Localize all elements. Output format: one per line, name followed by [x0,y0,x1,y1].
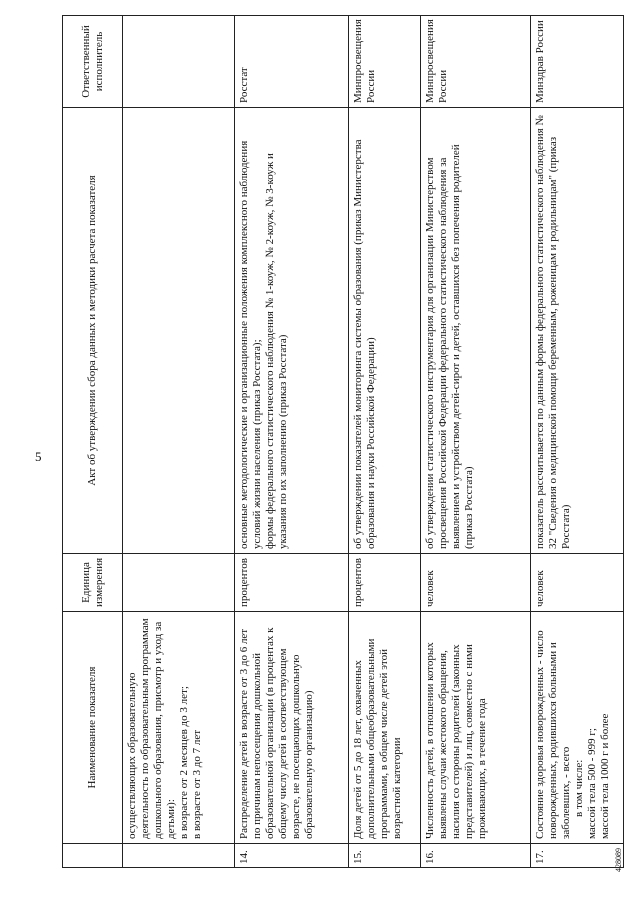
continuation-sub: в возрасте от 3 до 7 лет [190,729,203,839]
cell-name: Распределение детей в возрасте от 3 до 6 лет по причинам непосещения дошкольной образовательной организации (в процентах к общему числу детей в соответствующем возрасте, не посещающих дошкольную образовательную организацию) [235,612,349,844]
cell-unit: процентов [235,554,349,612]
document-code: 428089 [614,848,623,872]
cell-unit [123,554,235,612]
cell-name: Доля детей от 5 до 18 лет, охваченных дополнительными общеобразовательными программами, в общем числе детей этой возрастной категории [349,612,421,844]
header-act: Акт об утверждении сбора данных и методики расчета показателя [63,108,123,554]
cell-unit: процентов [349,554,421,612]
table-row-continuation [123,16,235,868]
table-row [531,16,624,868]
cell-name [123,612,235,844]
cell-name [531,612,624,844]
header-unit: Единица измерения [63,554,123,612]
indicators-table [62,15,624,868]
act-line: формы федерального статистического наблюдения № 1-коуж, № 2-коуж, № 3-коуж и указания по их заполнению (приказ Росстата) [263,153,289,549]
continuation-sub: в возрасте от 2 месяцев до 3 лет; [177,686,190,839]
cell-act [123,108,235,554]
row-sub: массой тела 500 - 999 г; [585,728,598,839]
cell-num [123,844,235,868]
row-name: Состояние здоровья новорожденных - число новорожденных, родившихся больными и заболевших, - всего [534,630,572,839]
header-num [63,844,123,868]
cell-num: 14. [235,844,349,868]
cell-resp [123,16,235,108]
table-row [235,16,349,868]
cell-resp: Минпросвещения России [349,16,421,108]
act-line: об утверждении показателей мониторинга системы образования (приказ Министерства образования и науки Российской Федерации) [352,139,377,549]
act-line: об утверждении статистического инструментария для организации Министерством просвещения Российской Федерации федерального статистического наблюдения за выявлением и устройством детей-сирот и детей, оставшихся без попечения родителей (приказ Росстата) [424,144,475,549]
cell-act [349,108,421,554]
cell-num: 17. [531,844,624,868]
act-line: показатель рассчитывается по данным формы федерального статистического наблюдения № 32 "Сведения о медицинской помощи беременным, роженицам и родильницам" (приказ Росстата) [534,115,572,549]
table-row [349,16,421,868]
cell-act [421,108,531,554]
continuation-name: осуществляющих образовательную деятельность по образовательным программам дошкольного образования, присмотр и уход за детьми): [126,618,177,839]
cell-act [235,108,349,554]
cell-unit: человек [421,554,531,612]
indicators-table-wrapper [62,16,624,868]
cell-resp: Минздрав России [531,16,624,108]
cell-name: Численность детей, в отношении которых выявлены случаи жестокого обращения, насилия со стороны родителей (законных представителей) и лиц, совместно с ними проживающих, в течение года [421,612,531,844]
page-number: 5 [35,449,42,464]
cell-num: 16. [421,844,531,868]
header-resp: Ответственный исполнитель [63,16,123,108]
header-name: Наименование показателя [63,612,123,844]
row-sub: в том числе: [572,759,585,817]
cell-num: 15. [349,844,421,868]
cell-resp: Росстат [235,16,349,108]
table-row [421,16,531,868]
cell-act [531,108,624,554]
table-header-row [63,16,123,868]
cell-resp: Минпросвещения России [421,16,531,108]
cell-unit: человек [531,554,624,612]
row-sub: массой тела 1000 г и более [598,713,611,839]
act-line: основные методологические и организационные положения комплексного наблюдения условий жизни населения (приказ Росстата); [238,140,263,549]
